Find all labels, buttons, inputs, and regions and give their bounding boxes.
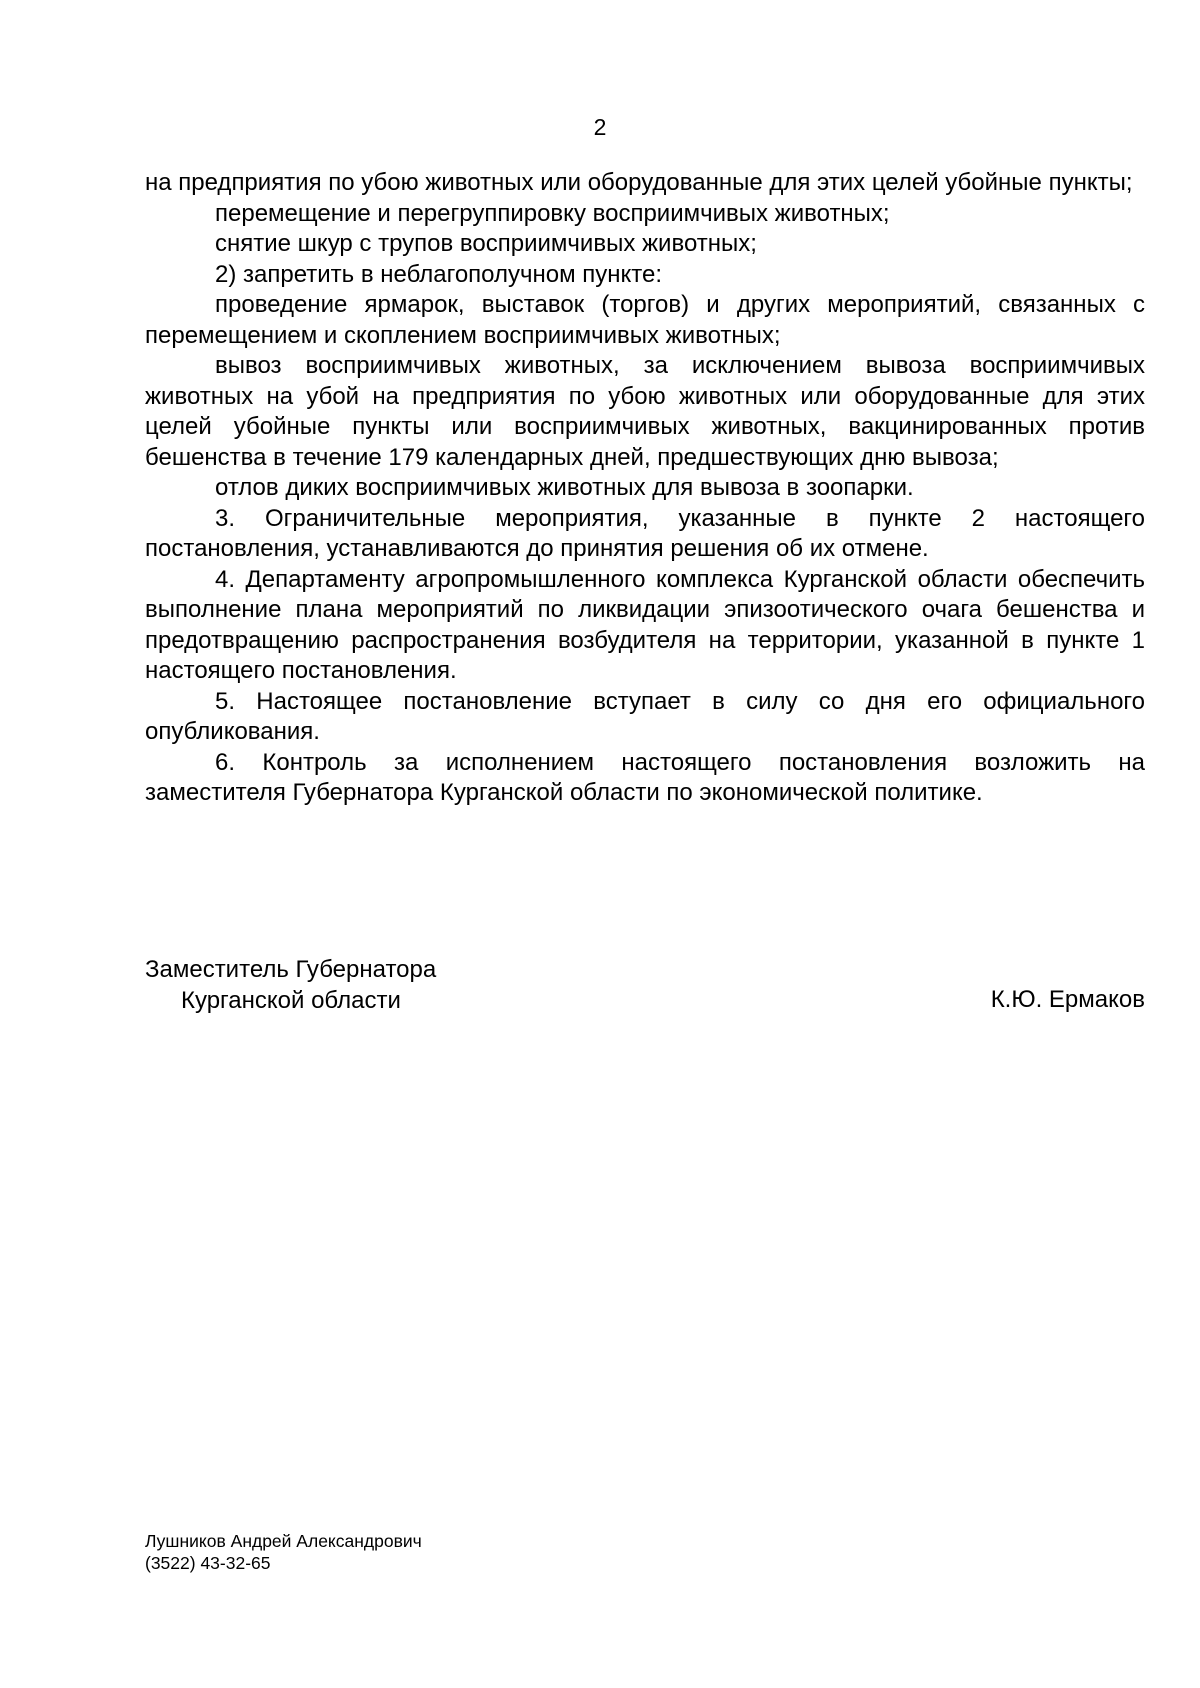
paragraph-item: снятие шкур с трупов восприимчивых животных; [215, 230, 757, 257]
paragraph-clause-6: 6. Контроль за исполнением настоящего постановления возложить на заместителя Губернатора Курганской области по экономической политике. [145, 748, 1145, 806]
paragraph-clause-4: 4. Департаменту агропромышленного комплекса Курганской области обеспечить выполнение плана мероприятий по ликвидации эпизоотического очага бешенства и предотвращению распространения возбудителя на территории, указанной в пункте 1 настоящего постановления. [145, 565, 1145, 684]
executor-phone: (3522) 43-32-65 [145, 1553, 271, 1573]
paragraph-item: проведение ярмарок, выставок (торгов) и других мероприятий, связанных с перемещением и скоплением восприимчивых животных; [145, 291, 1145, 349]
paragraph-clause-3: 3. Ограничительные мероприятия, указанные в пункте 2 настоящего постановления, устанавливаются до принятия решения об их отмене. [145, 504, 1145, 562]
paragraph-continuation: на предприятия по убою животных или оборудованные для этих целей убойные пункты; [145, 169, 1133, 196]
document-body [145, 168, 1145, 809]
paragraph-item: отлов диких восприимчивых животных для вывоза в зоопарки. [215, 474, 914, 501]
signatory-title-line1: Заместитель Губернатора [145, 956, 437, 983]
signatory-title-line2: Курганской области [181, 986, 401, 1014]
paragraph-clause-5: 5. Настоящее постановление вступает в силу со дня его официального опубликования. [145, 687, 1145, 745]
paragraph-item: перемещение и перегруппировку восприимчивых животных; [215, 199, 890, 227]
page-number: 2 [593, 114, 607, 140]
signatory-name: К.Ю. Ермаков [990, 986, 1145, 1013]
paragraph-item: вывоз восприимчивых животных, за исключением вывоза восприимчивых животных на убой на предприятия по убою животных или оборудованные для этих целей убойные пункты или восприимчивых животных, вакцинированных против бешенства в течение 179 календарных дней, предшествующих дню вывоза; [145, 352, 1145, 471]
executor-name: Лушников Андрей Александрович [145, 1531, 422, 1551]
executor-info [145, 1530, 422, 1574]
signatory-title [145, 955, 436, 1016]
paragraph-item: 2) запретить в неблагополучном пункте: [215, 260, 663, 288]
